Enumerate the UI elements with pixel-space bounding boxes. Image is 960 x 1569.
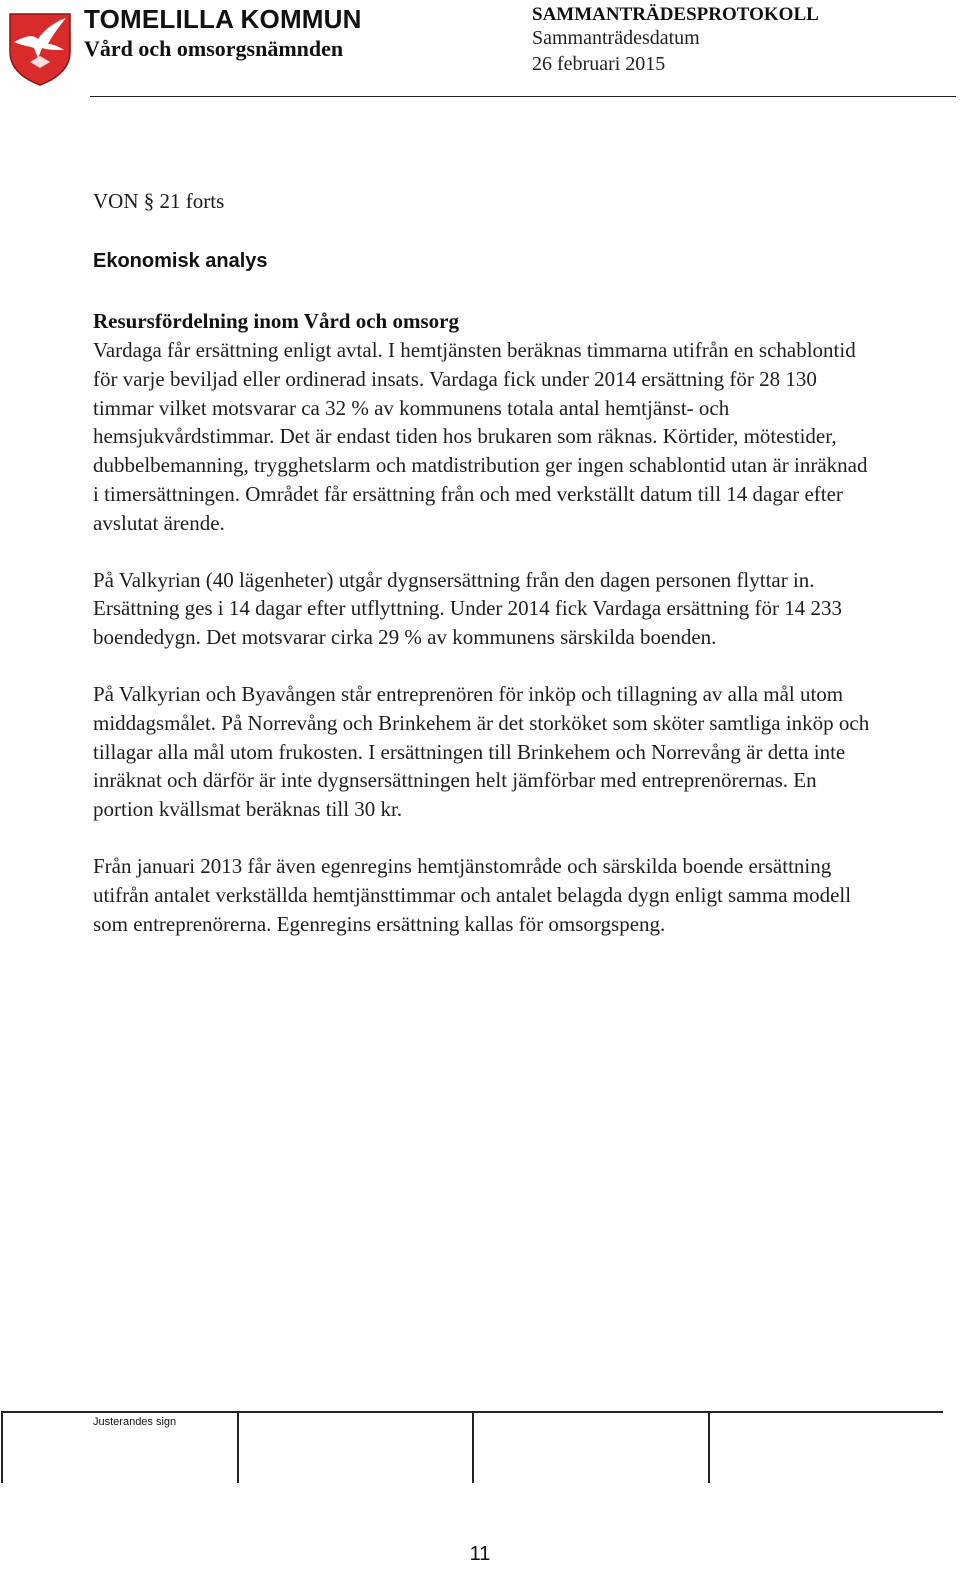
coat-of-arms-icon xyxy=(8,12,72,86)
document-type: SAMMANTRÄDESPROTOKOLL xyxy=(532,4,819,25)
org-name: TOMELILLA KOMMUN xyxy=(84,4,362,34)
paragraph: På Valkyrian (40 lägenheter) utgår dygnsersättning från den dagen personen flyttar in. Ersättning ges i 14 dagar efter utflyttning. Under 2014 fick Vardaga ersättning för 14 233 boendedygn. Det motsvarar cirka 29 % av kommunens särskilda boenden. xyxy=(93,567,842,650)
paragraph: På Valkyrian och Byavången står entreprenören för inköp och tillagning av alla mål utom middagsmålet. På Norrevång och Brinkehem är det storköket som sköter samtliga inköp och tillagar alla mål utom frukosten. I ersättningen till Brinkehem och Norrevång är detta inte inräknat och därför är inte dygnsersättningen helt jämförbar med entreprenörernas. En portion kvällsmat beräknas till 30 kr. xyxy=(93,681,870,822)
paragraph: Vardaga får ersättning enligt avtal. I hemtjänsten beräknas timmarna utifrån en schablontid för varje beviljad eller ordinerad insats. Vardaga fick under 2014 ersättning för 28 130 timmar vilket motsvarar ca 32 % av kommunens totala antal hemtjänst- och hemsjukvårdstimmar. Det är endast tiden hos brukaren som räknas. Körtider, mötestider, dubbelbemanning, trygghetslarm och matdistribution ger ingen schablontid utan är inräknad i timersättningen. Området får ersättning från och med verkställt datum till 14 dagar efter avslutat ärende. xyxy=(93,338,868,535)
meeting-date-label: Sammanträdesdatum xyxy=(532,27,700,49)
signature-cell xyxy=(237,1413,473,1483)
signature-cell xyxy=(472,1413,708,1483)
page-content xyxy=(93,186,873,966)
header-divider xyxy=(90,96,956,97)
page-number: 11 xyxy=(469,1543,491,1565)
signature-table xyxy=(1,1411,943,1483)
section-reference: VON § 21 forts xyxy=(93,189,225,213)
paragraph: Från januari 2013 får även egenregins hemtjänstområde och särskilda boende ersättning utifrån antalet verkställda hemtjänsttimmar och antalet belagda dygn enligt samma modell som entreprenörerna. Egenregins ersättning kallas för omsorgspeng. xyxy=(93,853,852,936)
meeting-date: 26 februari 2015 xyxy=(532,53,666,75)
signature-cell xyxy=(1,1413,237,1483)
signature-cell xyxy=(708,1413,944,1483)
signature-label: Justerandes sign xyxy=(93,1416,177,1428)
subsection-heading: Resursfördelning inom Vård och omsorg xyxy=(93,309,459,333)
committee-name: Vård och omsorgsnämnden xyxy=(84,36,344,61)
section-heading: Ekonomisk analys xyxy=(93,250,268,272)
